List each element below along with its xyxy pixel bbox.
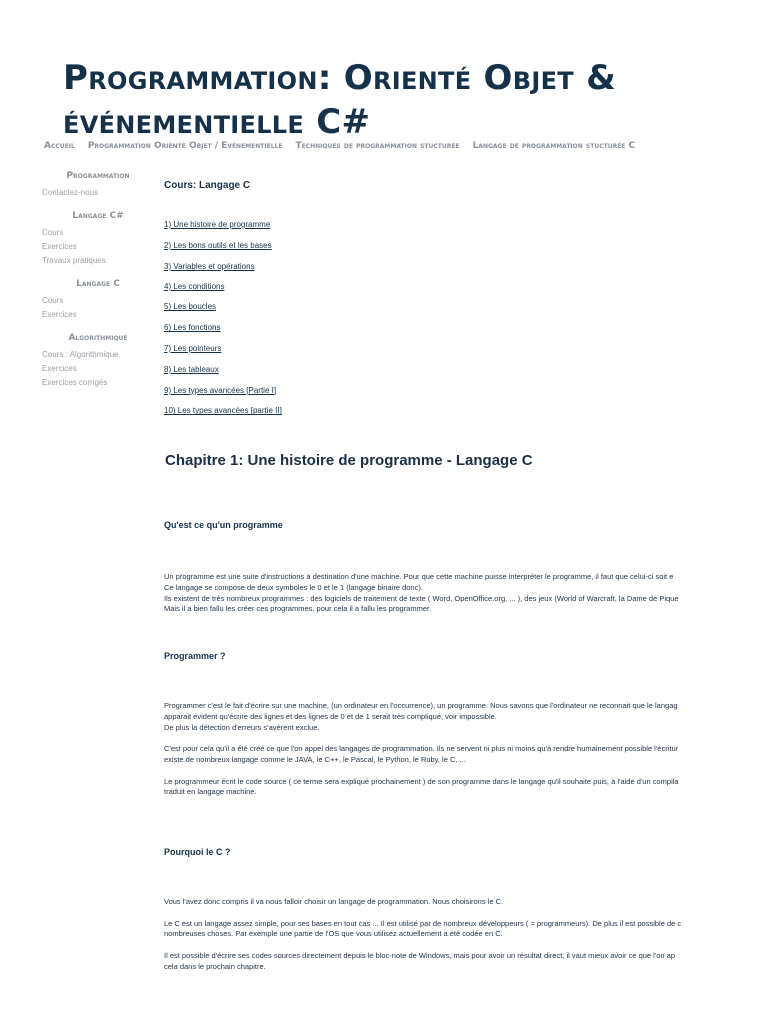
toc-link[interactable]: 4) Les conditions — [164, 281, 225, 291]
paragraph-line: existe de nombreux langage comme le JAVA, le C++, le Pascal, le Python, le Ruby, le C, ... — [164, 754, 466, 764]
paragraph-line: De plus la détection d'erreurs s'avèrent exclue. — [164, 722, 320, 732]
sidebar-link-contact[interactable]: Contactez-nous — [42, 188, 99, 197]
nav-techniques-structuree[interactable]: Techniques de programmation stucturée — [295, 141, 460, 151]
sidebar-group-csharp — [42, 210, 154, 268]
sidebar-link-csharp-exercices[interactable]: Exercices — [42, 242, 77, 251]
sidebar-heading: Langage C — [76, 279, 120, 289]
table-of-contents — [164, 220, 464, 427]
sidebar-heading: Algorithmique — [68, 333, 128, 343]
sidebar-heading: Langage C# — [72, 211, 124, 221]
sidebar-link-algo-corriges[interactable]: Exercices corrigés — [42, 378, 108, 387]
sidebar-link-algo-exercices[interactable]: Exercices — [42, 364, 77, 373]
sidebar-link-csharp-tp[interactable]: Travaux pratiques — [42, 256, 106, 265]
paragraph-line: cela dans le prochain chapitre. — [164, 961, 266, 971]
paragraph-line: traduit en langage machine. — [164, 787, 257, 797]
paragraph-line: Il est possible d'écrire ses codes sources directement depuis le bloc-note de Windows, mais pour avoir un résultat direct, il vaut mieux avoir ce que l'on ap — [164, 950, 676, 960]
course-main — [164, 180, 734, 430]
chapter-title: Chapitre 1: Une histoire de programme - Langage C — [165, 452, 533, 469]
section-pourquoi-c — [164, 847, 734, 973]
section-heading: Pourquoi le C ? — [164, 847, 231, 857]
sidebar-link-c-exercices[interactable]: Exercices — [42, 310, 77, 319]
sidebar-heading: Programmation — [66, 171, 130, 181]
section-quest-ce-programme — [164, 520, 734, 615]
site-title: Programmation: Orienté Objet & événementielle C# — [63, 58, 617, 142]
nav-accueil[interactable]: Accueil — [44, 141, 75, 151]
paragraph-line: Programmer c'est le fait d'écrire sur une machine, (un ordinateur en l'occurrence), un programme. Nous savons que l'ordinateur ne reconnait que le langag — [164, 701, 678, 710]
sidebar-link-csharp-cours[interactable]: Cours — [42, 228, 64, 237]
toc-link[interactable]: 5) Les boucles — [164, 302, 217, 312]
paragraph-line: Ce langage se compose de deux symboles le 0 et le 1 (langage binaire donc). — [164, 582, 423, 592]
paragraph-line: C'est pour cela qu'il a été créé ce que l'on appel des langages de programmation. Ils ne servent ni plus ni moins qu'à rendre humainement possible l'écritur — [164, 744, 679, 754]
toc-link[interactable]: 8) Les tableaux — [164, 364, 219, 374]
toc-link[interactable]: 2) Les bons outils et les bases — [164, 240, 272, 250]
section-programmer — [164, 651, 734, 798]
section-heading: Programmer ? — [164, 651, 226, 661]
toc-link[interactable]: 9) Les types avancées [Partie I] — [164, 385, 277, 395]
course-title: Cours: Langage C — [164, 180, 251, 191]
paragraph-line: Ils existent de très nombreux programmes : des logiciels de traitement de texte ( Word, OpenOffice.org, ... ), des jeux (World of Warcraft, la Dame de Pique — [164, 593, 679, 603]
paragraph-line: Le C est un langage assez simple, pour ses bases en tout cas ... Il est utilisé par de nombreux développeurs ( = programmeurs). De plus il est possible de c — [164, 918, 682, 928]
toc-link[interactable]: 3) Variables et opérations — [164, 261, 255, 271]
paragraph-line: Le programmeur écrit le code source ( ce terme sera expliqué prochainement ) de son programme dans le langage qu'il souhaite puis, à l'aide d'un compila — [164, 776, 679, 786]
top-navigation — [44, 141, 635, 151]
sidebar-link-c-cours[interactable]: Cours — [42, 296, 64, 305]
sidebar-group-algo — [42, 332, 154, 390]
paragraph-line: Vous l'avez donc compris il va nous falloir choisir un langage de programmation. Nous choisirons le C. — [164, 897, 504, 906]
sidebar-link-algo-cours[interactable]: Cours : Algorithmique — [42, 350, 119, 359]
toc-link[interactable]: 1) Une histoire de programme — [164, 220, 271, 229]
toc-link[interactable]: 6) Les fonctions — [164, 323, 221, 333]
section-heading: Qu'est ce qu'un programme — [164, 520, 283, 530]
paragraph-line: apparait évident qu'écrire des lignes et des lignes de 0 et de 1 serait très compliqué, voir impossible. — [164, 711, 497, 721]
toc-link[interactable]: 7) Les pointeurs — [164, 343, 222, 353]
nav-langage-c[interactable]: Langage de programmation stucturée C — [472, 141, 636, 151]
paragraph-line: Mais il a bien fallu les créer ces programmes, pour cela il a fallu les programmer. — [164, 604, 432, 614]
paragraph-line: Un programme est une suite d'instructions à destination d'une machine. Pour que cette machine puisse interpréter le programme, il faut que celui-ci soit e — [164, 572, 674, 581]
paragraph-line: nombreuses choses. Par exemple une partie de l'OS que vous utilisez actuellement a été codée en C. — [164, 929, 503, 939]
toc-link[interactable]: 10) Les types avancées [partie II] — [164, 406, 282, 416]
nav-programmation-oo[interactable]: Programmation Orienté Objet / Evénementielle — [87, 141, 283, 151]
sidebar-group-programmation — [42, 170, 154, 200]
sidebar-group-c — [42, 278, 154, 322]
sidebar — [42, 170, 154, 400]
